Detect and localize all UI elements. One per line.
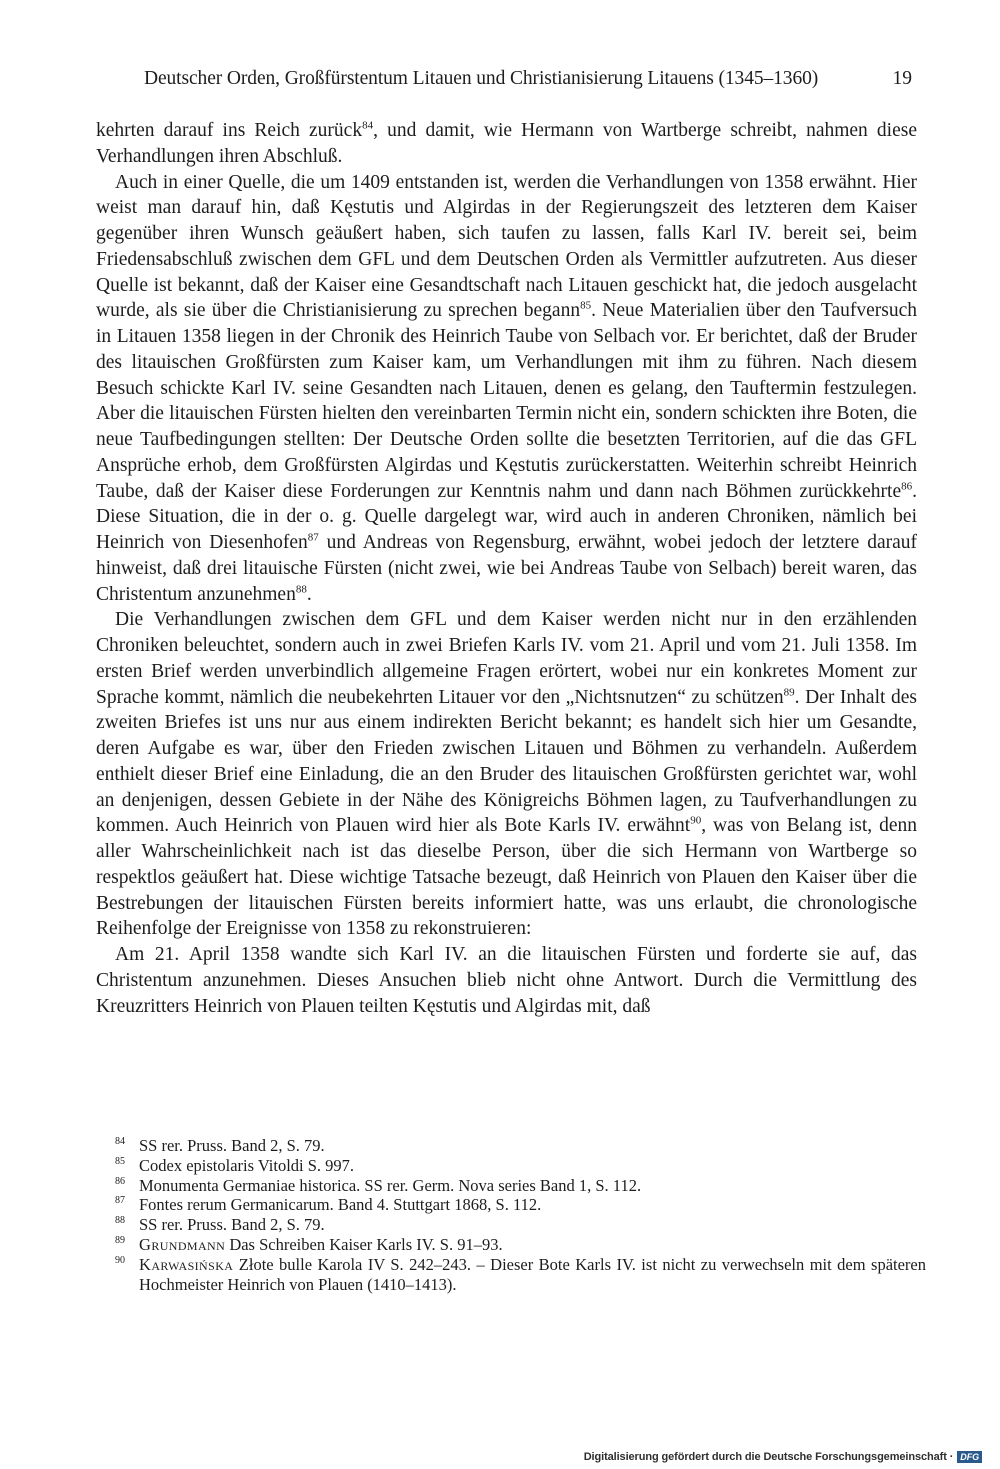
footnote bbox=[104, 1176, 926, 1196]
footnote-text bbox=[139, 1235, 926, 1255]
digitization-credit bbox=[584, 1451, 982, 1463]
footnote-ref-87[interactable]: 87 bbox=[307, 531, 319, 544]
footnote-ref-90[interactable]: 90 bbox=[690, 814, 702, 827]
footnote bbox=[104, 1195, 926, 1215]
text-run: . Neue Materialien über den Taufversuch in Litauen 1358 liegen in der Chronik des Heinrich Taube von Selbach vor. Er berichtet, daß der Bruder des litauischen Großfürsten zum Kaiser kam, um Verhandlungen mit ihm zu führen. Nach diesem Besuch schickte Karl IV. seine Gesandten nach Litauen, denen es gelang, den Tauftermin festzulegen. Aber die litauischen Fürsten hielten den vereinbarten Termin nicht ein, sondern schickten ihre Boten, die neue Taufbedingungen stellten: Der Deutsche Orden sollte die besetzten Territorien, auf die das GFL Ansprüche erhob, dem Großfürsten Algirdas und Kęstutis zurückerstatten. Weiterhin schreibt Heinrich Taube, daß der Kaiser diese Forderungen zur Kenntnis nahm und dann nach Böhmen zurückkehrte bbox=[96, 300, 917, 502]
footnote-number: 89 bbox=[115, 1234, 125, 1246]
running-title: Deutscher Orden, Großfürstentum Litauen und Christianisierung Litauens (1345–1360) bbox=[144, 68, 819, 89]
footnote-number: 88 bbox=[115, 1215, 125, 1227]
footnote-text: SS rer. Pruss. Band 2, S. 79. bbox=[139, 1136, 325, 1155]
footnote bbox=[104, 1156, 926, 1176]
footnote bbox=[104, 1255, 926, 1295]
paragraph: Am 21. April 1358 wandte sich Karl IV. an die litauischen Fürsten und forderte sie auf, das Christentum anzunehmen. Dieses Ansuchen blieb nicht ohne Antwort. Durch die Vermittlung des Kreuzritters Heinrich von Plauen teilten Kęstutis und Algirdas mit, daß bbox=[96, 944, 917, 1017]
text-run: Auch in einer Quelle, die um 1409 entstanden ist, werden die Verhandlungen von 1358 erwähnt. Hier weist man darauf hin, daß Kęstutis und Algirdas in der Regierungszeit des letzteren dem Kaiser gegenüber ihren Wunsch geäußert haben, sich taufen zu lassen, falls Karl IV. bereit sei, beim Friedensabschluß zwischen dem GFL und dem Deutschen Orden als Vermittler aufzutreten. Aus dieser Quelle ist bekannt, daß der Kaiser eine Gesandtschaft nach Litauen geschickt hat, die jedoch ausgelacht wurde, als sie über die Christianisierung zu sprechen begann bbox=[96, 171, 917, 322]
footnote-citation: Złote bulle Karola IV S. 242–243. – Dieser Bote Karls IV. ist nicht zu verwechseln mit dem späteren Hochmeister Heinrich von Plauen (1410–1413). bbox=[139, 1254, 926, 1294]
footnote-text bbox=[139, 1255, 926, 1295]
footnote bbox=[104, 1215, 926, 1235]
footnote bbox=[104, 1136, 926, 1156]
footnote-number: 90 bbox=[115, 1254, 125, 1266]
footnote-citation: Das Schreiben Kaiser Karls IV. S. 91–93. bbox=[225, 1234, 503, 1254]
footnote bbox=[104, 1235, 926, 1255]
credit-text: Digitalisierung gefördert durch die Deutsche Forschungsgemeinschaft · bbox=[583, 1451, 954, 1463]
text-run: . Diese Situation, die in der o. g. Quelle dargelegt war, wird auch in anderen Chroniken, nämlich bei Heinrich von Diesenhofen bbox=[96, 480, 917, 553]
footnote-author: Karwasińska bbox=[139, 1254, 234, 1274]
page-number: 19 bbox=[892, 68, 912, 89]
text-run: Die Verhandlungen zwischen dem GFL und dem Kaiser werden nicht nur in den erzählenden Chroniken beleuchtet, sondern auch in zwei Briefen Karls IV. vom 21. April und vom 21. Juli 1358. Im ersten Brief werden unverbindlich allgemeine Fragen erörtert, wobei nur ein konkretes Moment zur Sprache kommt, nämlich die neubekehrten Litauer vor den „Nichtsnutzen“ zu schützen bbox=[96, 609, 917, 708]
footnote-ref-85[interactable]: 85 bbox=[580, 299, 592, 312]
footnote-ref-88[interactable]: 88 bbox=[295, 583, 307, 595]
paragraph bbox=[96, 118, 917, 170]
text-run: . Der Inhalt des zweiten Briefes ist uns nur aus einem indirekten Bericht bekannt; es handelt sich hier um Gesandte, deren Aufgabe es war, über den Frieden zwischen Litauen und Böhmen zu verhandeln. Außerdem enthielt dieser Brief eine Einladung, die an den Bruder des litauischen Großfürsten gerichtet war, wohl an denjenigen, dessen Gebiete in der Nähe des Königreichs Böhmen lagen, zu Taufverhandlungen zu kommen. Auch Heinrich von Plauen wird hier als Bote Karls IV. erwähnt bbox=[96, 686, 917, 837]
footnote-text: Monumenta Germaniae historica. SS rer. Germ. Nova series Band 1, S. 112. bbox=[139, 1175, 642, 1195]
dfg-logo-icon: DFG bbox=[957, 1451, 982, 1463]
text-run: und Andreas von Regensburg, erwähnt, wobei jedoch der letztere darauf hinweist, daß drei litauische Fürsten (nicht zwei, wie bei Andreas Taube von Selbach) bereit waren, das Christentum anzunehmen bbox=[96, 532, 917, 605]
footnote-text: SS rer. Pruss. Band 2, S. 79. bbox=[139, 1215, 325, 1235]
footnote-ref-86[interactable]: 86 bbox=[901, 480, 913, 492]
paragraph bbox=[96, 607, 917, 942]
paragraph bbox=[96, 170, 917, 608]
footnote-text: Codex epistolaris Vitoldi S. 997. bbox=[139, 1155, 355, 1175]
footnotes bbox=[104, 1136, 926, 1294]
footnote-number: 85 bbox=[115, 1155, 125, 1167]
text-run: , und damit, wie Hermann von Wartberge schreibt, nahmen diese Verhandlungen ihren Abschluß. bbox=[96, 120, 917, 167]
text-run: , was von Belang ist, denn aller Wahrscheinlichkeit nach ist das dieselbe Person, über die sich Hermann von Wartberge so respektlos geäußert hat. Diese wichtige Tatsache bezeugt, daß Heinrich von Plauen den Kaiser über die Bestrebungen der litauischen Fürsten bereits informiert hatte, was uns erlaubt, die chronologische Reihenfolge der Ereignisse von 1358 zu rekonstruieren: bbox=[96, 815, 917, 940]
text-run: kehrten darauf ins Reich zurück bbox=[96, 120, 363, 141]
footnote-ref-89[interactable]: 89 bbox=[783, 686, 795, 698]
text-run: . bbox=[306, 583, 312, 605]
footnote-text: Fontes rerum Germanicarum. Band 4. Stuttgart 1868, S. 112. bbox=[139, 1195, 542, 1215]
footnote-ref-84[interactable]: 84 bbox=[362, 119, 374, 132]
running-head bbox=[144, 62, 912, 96]
footnote-number: 87 bbox=[115, 1195, 125, 1207]
footnote-number: 86 bbox=[115, 1175, 125, 1187]
footnote-number: 84 bbox=[115, 1136, 125, 1147]
footnote-author: Grundmann bbox=[139, 1234, 226, 1254]
body-text bbox=[96, 118, 917, 1019]
